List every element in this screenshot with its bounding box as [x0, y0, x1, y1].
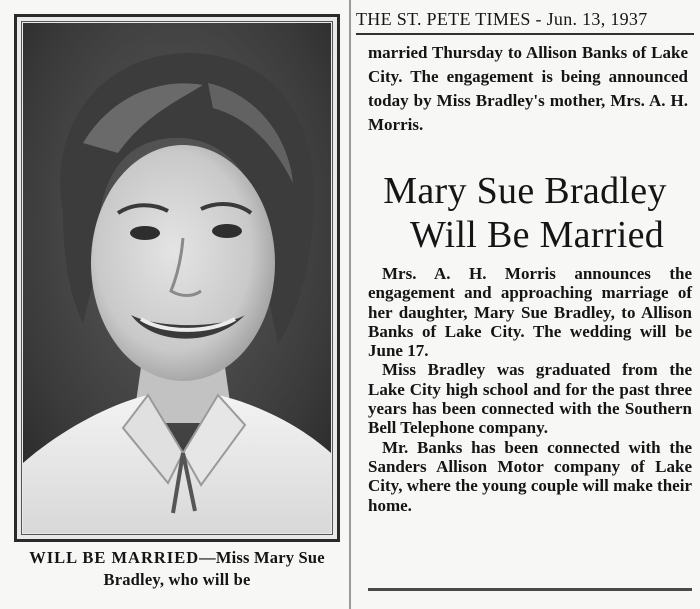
caption-text: —Miss Mary Sue Bradley, who will be — [103, 548, 325, 589]
article-paragraph: Mr. Banks has been connected with the Sanders Allison Motor company of Lake City, where the young couple will make their home. — [368, 437, 692, 515]
masthead: THE ST. PETE TIMES - Jun. 13, 1937 — [356, 9, 648, 29]
masthead-rule — [356, 33, 694, 35]
caption-lead: WILL BE MARRIED — [29, 548, 200, 567]
article-paragraph: Mrs. A. H. Morris announces the engagement and approaching marriage of her daughter, Mary Sue Bradley, to Allison Banks of Lake City. The wedding will be June 17. — [368, 264, 692, 361]
photo-caption — [16, 547, 338, 591]
photo-frame — [14, 14, 340, 542]
article-body — [368, 264, 692, 515]
portrait-photo — [23, 23, 331, 533]
article-column — [356, 0, 694, 609]
headline-line-1: Mary Sue Bradley — [383, 170, 667, 212]
previous-article-text: married Thursday to Allison Banks of Lake City. The engagement is being announced today by Miss Bradley's mother, Mrs. A. H. Morris. — [368, 43, 688, 134]
article-headline — [356, 169, 694, 257]
headline-line-2: Will Be Married — [409, 214, 665, 256]
column-divider — [349, 0, 351, 609]
article-paragraph: Miss Bradley was graduated from the Lake City high school and for the past three years has been connected with the Southern Bell Telephone company. — [368, 360, 692, 438]
bottom-rule — [368, 588, 692, 591]
